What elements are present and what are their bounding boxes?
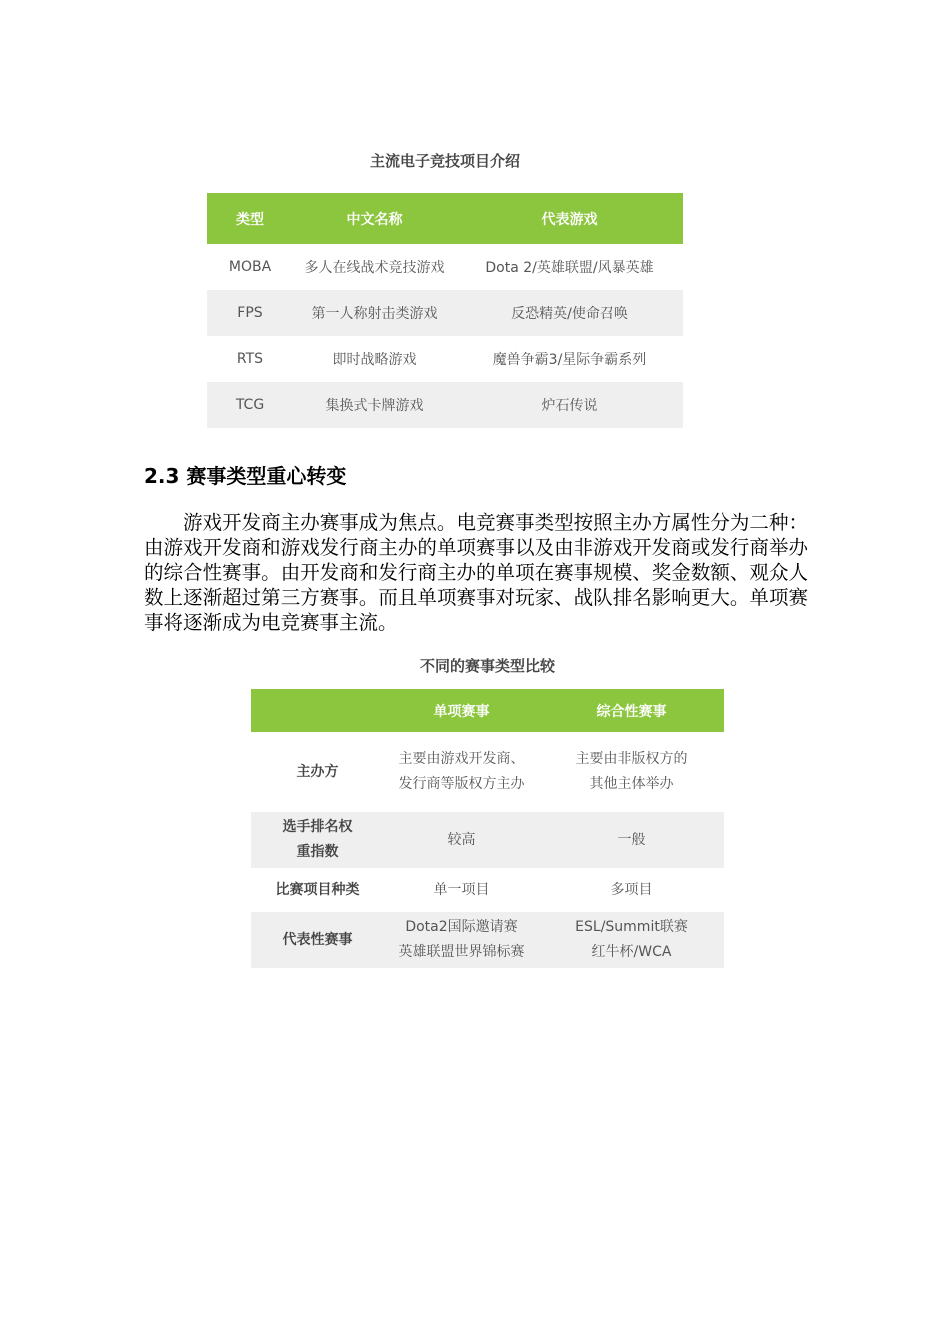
row-label: 选手排名权 重指数	[251, 812, 384, 868]
body-paragraph: 游戏开发商主办赛事成为焦点。电竞赛事类型按照主办方属性分为二种：由游戏开发商和游戏发行商主办的单项赛事以及由非游戏开发商或发行商举办的综合性赛事。由开发商和发行商主办的单项在赛事规模、奖金数额、观众人数上逐渐超过第三方赛事。而且单项赛事对玩家、战队排名影响更大。单项赛事将逐渐成为电竞赛事主流。	[144, 511, 808, 634]
table-row	[251, 732, 724, 812]
cell-type: MOBA	[228, 259, 272, 275]
table-row	[207, 382, 683, 428]
header-representative-games: 代表游戏	[456, 193, 683, 244]
cell-general: ESL/Summit联赛 红牛杯/WCA	[539, 912, 724, 968]
cell-general: 多项目	[610, 881, 653, 898]
cell-games: 反恐精英/使命召唤	[456, 290, 683, 336]
cell-games: Dota 2/英雄联盟/风暴英雄	[485, 260, 654, 276]
header-type: 类型	[207, 193, 293, 244]
table1-caption: 主流电子竞技项目介绍	[369, 152, 520, 170]
cell-name: 集换式卡牌游戏	[293, 382, 456, 428]
section-heading: 2.3 赛事类型重心转变	[144, 464, 347, 488]
cell-name: 多人在线战术竞技游戏	[304, 260, 445, 276]
cell-name: 第一人称射击类游戏	[293, 290, 456, 336]
cell-single: 主要由游戏开发商、 发行商等版权方主办	[398, 751, 525, 792]
cell-type: RTS	[236, 351, 264, 367]
table-row	[251, 868, 724, 912]
header-empty	[251, 689, 384, 732]
table-header-row	[251, 689, 724, 732]
cell-games: 炉石传说	[456, 382, 683, 428]
row-label: 代表性赛事	[251, 912, 384, 968]
table2-caption: 不同的赛事类型比较	[419, 657, 555, 675]
table-row	[207, 244, 683, 290]
cell-single: Dota2国际邀请赛 英雄联盟世界锦标赛	[384, 912, 539, 968]
cell-games: 魔兽争霸3/星际争霸系列	[492, 352, 647, 368]
table-row	[207, 290, 683, 336]
cell-type: TCG	[207, 382, 293, 428]
cell-general: 一般	[539, 812, 724, 868]
table-row	[251, 912, 724, 968]
cell-single: 较高	[384, 812, 539, 868]
header-chinese-name: 中文名称	[293, 193, 456, 244]
table-row	[251, 812, 724, 868]
cell-name: 即时战略游戏	[332, 352, 417, 368]
row-label: 比赛项目种类	[275, 881, 360, 898]
table-row	[207, 336, 683, 382]
event-type-comparison-table	[251, 689, 724, 968]
header-general-event: 综合性赛事	[539, 689, 724, 732]
header-single-event: 单项赛事	[384, 689, 539, 732]
cell-single: 单一项目	[433, 881, 490, 898]
cell-general: 主要由非版权方的 其他主体举办	[575, 751, 688, 792]
table-header-row	[207, 193, 683, 244]
cell-type: FPS	[207, 290, 293, 336]
esports-genre-table	[207, 193, 683, 428]
row-label: 主办方	[296, 763, 339, 780]
